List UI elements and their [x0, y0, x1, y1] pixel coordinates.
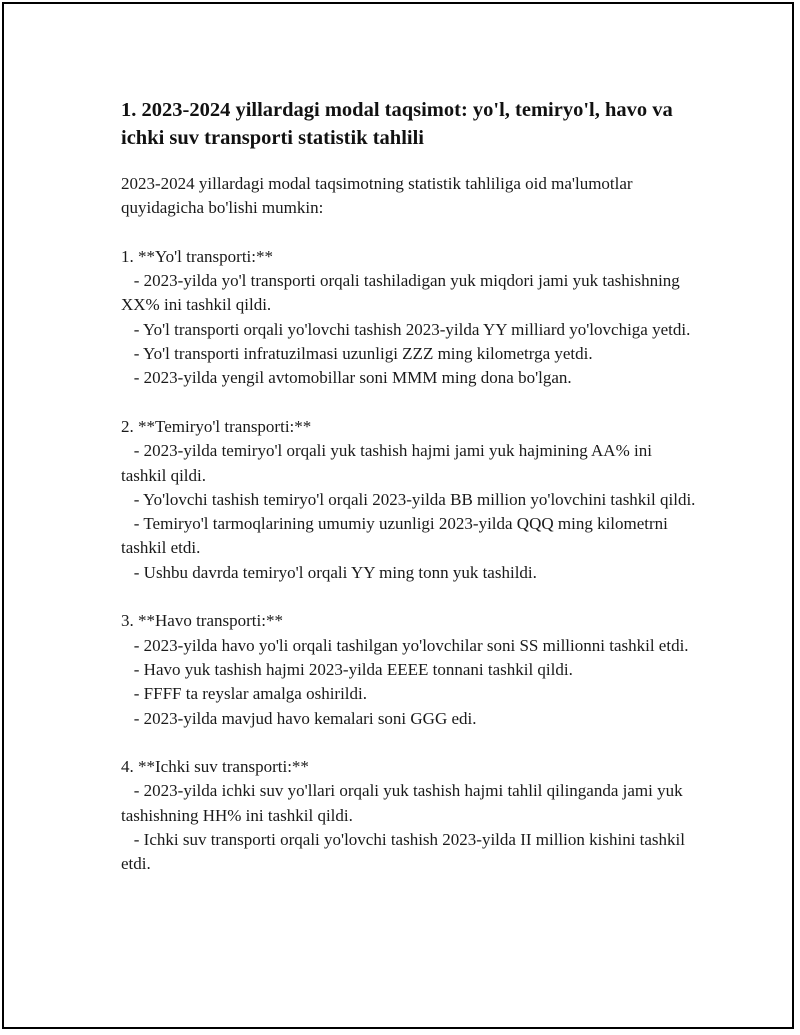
intro-paragraph: 2023-2024 yillardagi modal taqsimotning statistik tahliliga oid ma'lumotlar quyidagicha bo'lishi mumkin: [121, 174, 637, 218]
section-heading-air: 3. **Havo transporti:** [121, 611, 283, 631]
list-item: - Ichki suv transporti orqali yo'lovchi tashish 2023-yilda II million kishini tashkil etdi. [121, 830, 690, 874]
list-item: - Temiryo'l tarmoqlarining umumiy uzunligi 2023-yilda QQQ ming kilometrni tashkil etdi. [121, 514, 673, 558]
list-item: - 2023-yilda havo yo'li orqali tashilgan yo'lovchilar soni SS millionni tashkil etdi. [121, 635, 689, 655]
list-item: - FFFF ta reyslar amalga oshirildi. [121, 684, 368, 704]
document-content [121, 96, 701, 877]
section-heading-inland-water: 4. **Ichki suv transporti:** [121, 757, 309, 777]
list-item: - 2023-yilda yo'l transporti orqali tashiladigan yuk miqdori jami yuk tashishning XX% ini tashkil qildi. [121, 271, 685, 315]
list-item: - Yo'l transporti orqali yo'lovchi tashish 2023-yilda YY milliard yo'lovchiga yetdi. [121, 319, 691, 339]
section-heading-road: 1. **Yo'l transporti:** [121, 246, 273, 266]
list-item: - 2023-yilda mavjud havo kemalari soni GGG edi. [121, 708, 477, 728]
list-item: - 2023-yilda yengil avtomobillar soni MMM ming dona bo'lgan. [121, 368, 572, 388]
page-frame [2, 2, 794, 1029]
section-heading-rail: 2. **Temiryo'l transporti:** [121, 416, 312, 436]
list-item: - Yo'lovchi tashish temiryo'l orqali 2023-yilda BB million yo'lovchini tashkil qildi. [121, 489, 696, 509]
document-title: 1. 2023-2024 yillardagi modal taqsimot: yo'l, temiryo'l, havo va ichki suv transporti statistik tahlili [121, 99, 673, 149]
list-item: - Yo'l transporti infratuzilmasi uzunligi ZZZ ming kilometrga yetdi. [121, 344, 593, 364]
list-item: - 2023-yilda temiryo'l orqali yuk tashish hajmi jami yuk hajmining AA% ini tashkil qildi. [121, 441, 657, 485]
list-item: - Ushbu davrda temiryo'l orqali YY ming tonn yuk tashildi. [121, 562, 537, 582]
list-item: - Havo yuk tashish hajmi 2023-yilda EEEE tonnani tashkil qildi. [121, 659, 573, 679]
document-body [121, 172, 701, 877]
list-item: - 2023-yilda ichki suv yo'llari orqali yuk tashish hajmi tahlil qilinganda jami yuk tashishning HH% ini tashkil qildi. [121, 781, 687, 825]
